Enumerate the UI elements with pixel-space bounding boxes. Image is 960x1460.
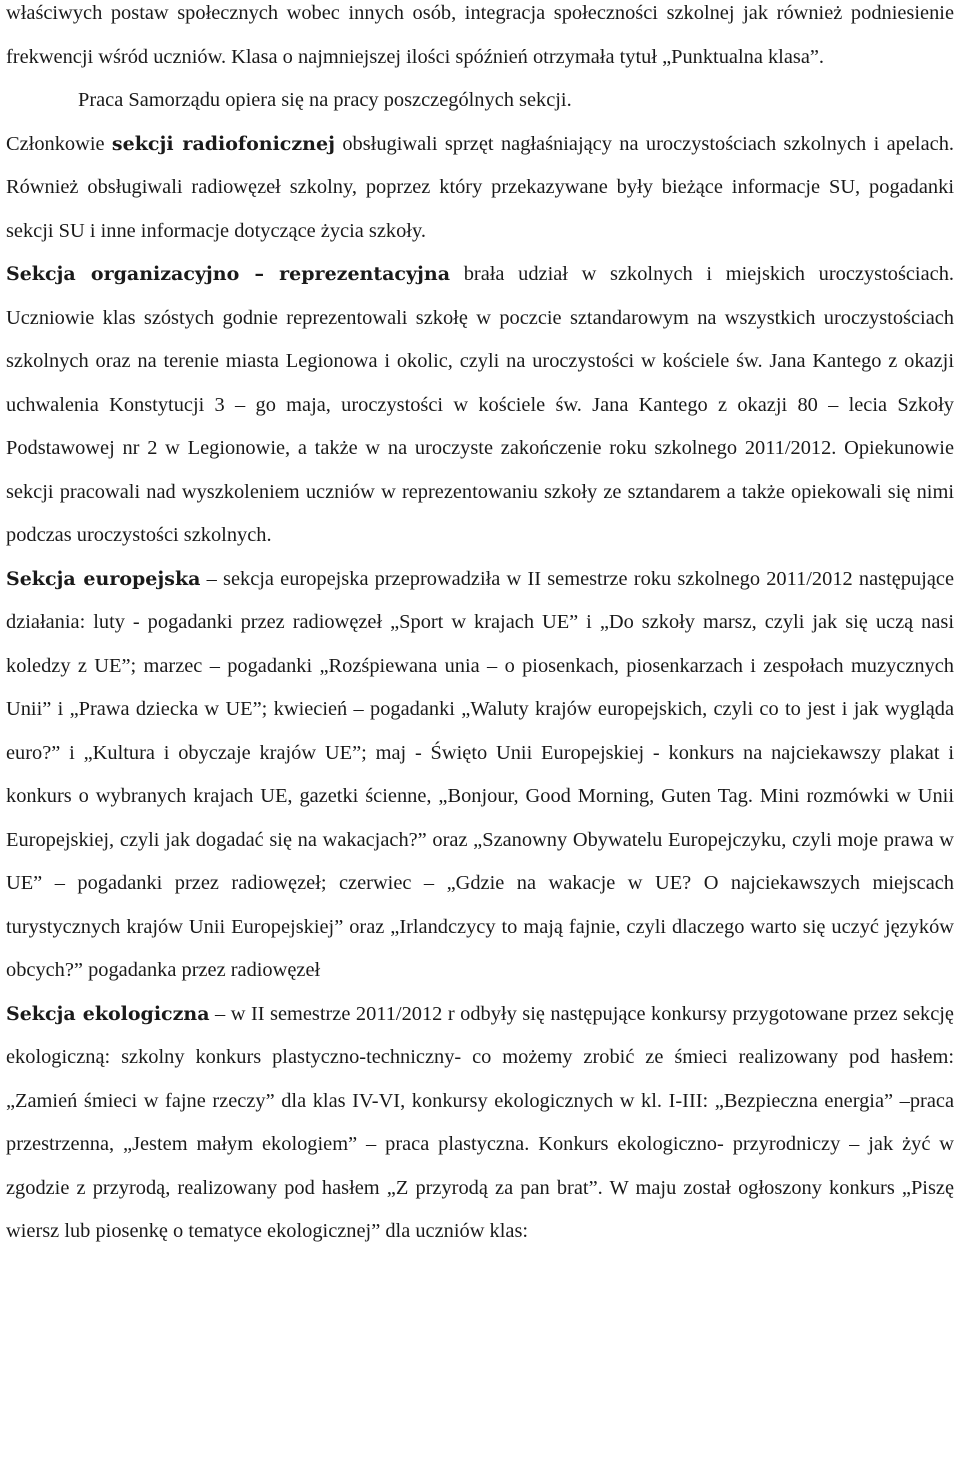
paragraph-radio-section [6,123,954,254]
paragraph-text: obsługiwali sprzęt nagłaśniający na uroczystościach szkolnych i apelach. Również obsługiwali radiowęzeł szkolny, poprzez który przekazywane były bieżące informacje SU, pogadanki sekcji SU i inne informacje dotyczące życia szkoły. [6,132,954,242]
paragraph-council-sections [6,79,954,123]
paragraph-text: – sekcja europejska przeprowadziła w II semestrze roku szkolnego 2011/2012 następujące działania: luty - pogadanki przez radiowęzeł „Sport w krajach UE” i „Do szkoły marsz, czyli jak się uczą nasi koledzy z UE”; marzec – pogadanki „Rozśpiewana unia – o piosenkach, piosenkarzach i zespołach muzycznych Unii” i „Prawa dziecka w UE”; kwiecień – pogadanki „Waluty krajów europejskich, czyli co to jest i jak wygląda euro?” i „Kultura i obyczaje krajów UE”; maj - Święto Unii Europejskiej - konkurs na najciekawszy plakat i konkurs o wybranych krajach UE, gazetki ścienne, „Bonjour, Good Morning, Guten Tag. Mini rozmówki w Unii Europejskiej, czyli jak dogadać się na wakacjach?” oraz „Szanowny Obywatelu Europejczyku, czyli moje prawa w UE” – pogadanki przez radiowęzeł; czerwiec – „Gdzie na wakacje w UE? O najciekawszych miejscach turystycznych krajów Unii Europejskiej” oraz „Irlandczycy to mają fajnie, czyli dlaczego warto się uczyć języków obcych?” pogadanka przez radiowęzeł [6,567,954,981]
paragraph-text: Praca Samorządu opiera się na pracy poszczególnych sekcji. [78,89,572,111]
paragraph-organizational-section [6,253,954,558]
paragraph-text: brała udział w szkolnych i miejskich uroczystościach. Uczniowie klas szóstych godnie reprezentowali szkołę w poczcie sztandarowym na wszystkich uroczystościach szkolnych oraz na terenie miasta Legionowa i okolic, czyli na uroczystości w kościele św. Jana Kantego z okazji uchwalenia Konstytucji 3 – go maja, uroczystości w kościele św. Jana Kantego z okazji 80 – lecia Szkoły Podstawowej nr 2 w Legionowie, a także w na uroczyste zakończenie roku szkolnego 2011/2012. Opiekunowie sekcji pracowali nad wyszkoleniem uczniów w reprezentowaniu szkoły ze sztandarem a także opiekowali się nimi podczas uroczystości szkolnych. [6,263,954,546]
paragraph-text: właściwych postaw społecznych wobec innych osób, integracja społeczności szkolnej jak również podniesienie frekwencji wśród uczniów. Klasa o najmniejszej ilości spóźnień otrzymała tytuł „Punktualna klasa”. [6,2,954,68]
paragraph-lead: Członkowie [6,132,112,155]
section-heading-european: Sekcja europejska [6,567,201,590]
section-heading-ecology: Sekcja ekologiczna [6,1002,210,1025]
section-heading-radio: sekcji radiofonicznej [111,132,335,155]
paragraph-ecology-section [6,993,954,1254]
paragraph-school-attitudes [6,0,954,79]
paragraph-european-section [6,558,954,993]
section-heading-organizational: Sekcja organizacyjno – reprezentacyjna [6,263,451,285]
paragraph-text: – w II semestrze 2011/2012 r odbyły się następujące konkursy przygotowane przez sekcję ekologiczną: szkolny konkurs plastyczno-techniczny- co możemy zrobić ze śmieci realizowany pod hasłem: „Zamień śmieci w fajne rzeczy” dla klas IV-VI, konkursy ekologicznych w kl. I-III: „Bezpieczna energia” –praca przestrzenna, „Jestem małym ekologiem” – praca plastyczna. Konkurs ekologiczno- przyrodniczy – jak żyć w zgodzie z przyrodą, realizowany pod hasłem „Z przyrodą za pan brat”. W maju został ogłoszony konkurs „Piszę wiersz lub piosenkę o tematyce ekologicznej” dla uczniów klas: [6,1002,954,1242]
document-page [6,0,954,1254]
